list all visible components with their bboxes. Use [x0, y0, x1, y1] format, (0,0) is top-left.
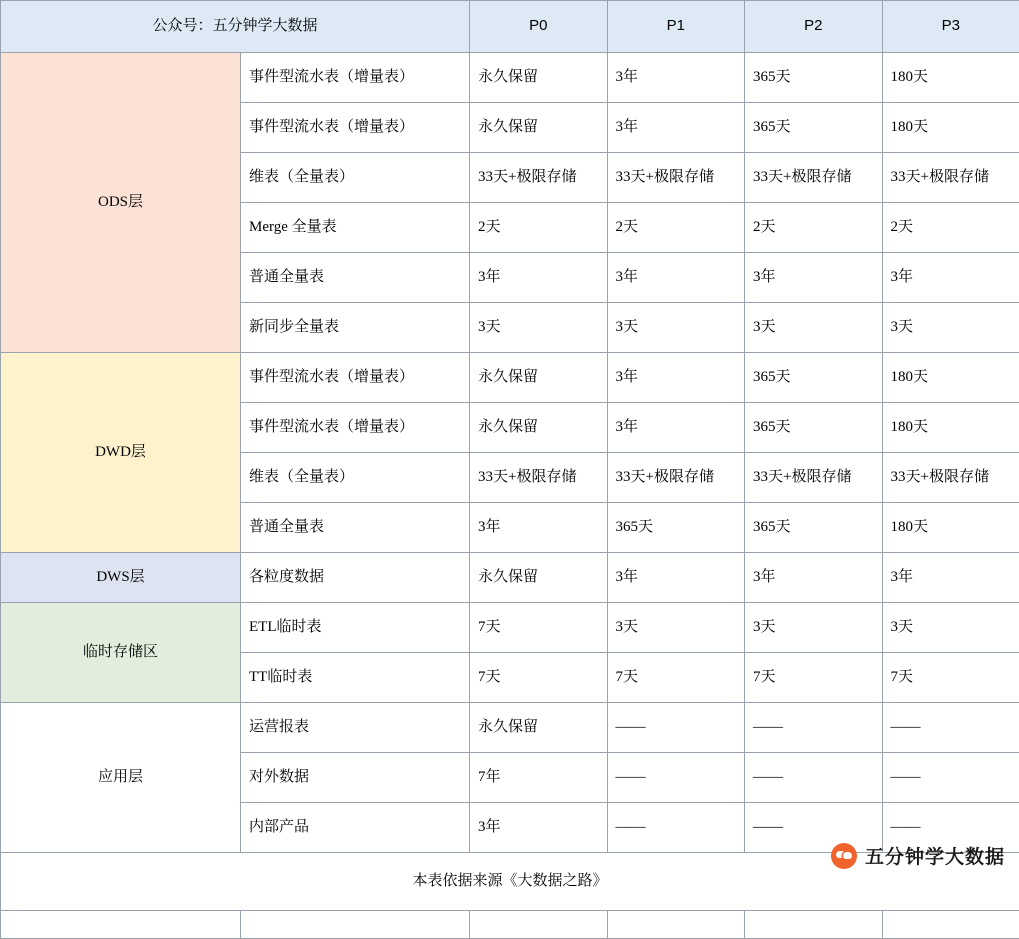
retention-value-cell: 永久保留: [470, 53, 608, 103]
retention-value-cell: 3天: [607, 603, 745, 653]
table-type-cell: 各粒度数据: [241, 553, 470, 603]
retention-value-cell: 永久保留: [470, 703, 608, 753]
empty-cell: [470, 911, 608, 939]
table-type-cell: ETL临时表: [241, 603, 470, 653]
retention-value-cell: 3天: [607, 303, 745, 353]
retention-value-cell: 3年: [745, 553, 883, 603]
retention-value-cell: 3年: [470, 803, 608, 853]
page-title: 公众号：五分钟学大数据: [1, 1, 470, 53]
retention-value-cell: 2天: [470, 203, 608, 253]
column-header-p1: P1: [607, 1, 745, 53]
table-type-cell: 维表（全量表）: [241, 153, 470, 203]
retention-value-cell: 3年: [607, 403, 745, 453]
wechat-icon: [831, 843, 857, 869]
empty-cell: [241, 911, 470, 939]
table-type-cell: 新同步全量表: [241, 303, 470, 353]
retention-value-cell: 365天: [745, 53, 883, 103]
retention-value-cell: 180天: [882, 103, 1019, 153]
table-type-cell: 普通全量表: [241, 253, 470, 303]
table-header-row: [1, 1, 1019, 53]
retention-value-cell: 3天: [745, 603, 883, 653]
retention-value-cell: 3天: [470, 303, 608, 353]
empty-cell: [607, 911, 745, 939]
retention-value-cell: ——: [607, 703, 745, 753]
retention-value-cell: 7天: [745, 653, 883, 703]
retention-value-cell: 3年: [745, 253, 883, 303]
column-header-p3: P3: [882, 1, 1019, 53]
layer-group-cell: 临时存储区: [1, 603, 241, 703]
retention-value-cell: 永久保留: [470, 553, 608, 603]
table-type-cell: 运营报表: [241, 703, 470, 753]
watermark-logo: [831, 842, 1005, 869]
retention-value-cell: ——: [745, 803, 883, 853]
retention-value-cell: 永久保留: [470, 353, 608, 403]
empty-cell: [745, 911, 883, 939]
retention-value-cell: ——: [882, 803, 1019, 853]
retention-value-cell: 365天: [607, 503, 745, 553]
retention-value-cell: 2天: [607, 203, 745, 253]
retention-value-cell: ——: [745, 703, 883, 753]
retention-value-cell: 3天: [745, 303, 883, 353]
retention-value-cell: 2天: [882, 203, 1019, 253]
table-type-cell: 内部产品: [241, 803, 470, 853]
table-type-cell: TT临时表: [241, 653, 470, 703]
retention-value-cell: 33天+极限存储: [745, 153, 883, 203]
retention-value-cell: 3年: [607, 353, 745, 403]
layer-group-cell: DWS层: [1, 553, 241, 603]
retention-value-cell: ——: [745, 753, 883, 803]
retention-value-cell: 3年: [607, 53, 745, 103]
retention-value-cell: ——: [882, 753, 1019, 803]
retention-value-cell: 365天: [745, 503, 883, 553]
retention-value-cell: ——: [607, 803, 745, 853]
retention-value-cell: 33天+极限存储: [470, 453, 608, 503]
retention-value-cell: 永久保留: [470, 403, 608, 453]
column-header-p0: P0: [470, 1, 608, 53]
retention-value-cell: 365天: [745, 353, 883, 403]
retention-value-cell: 2天: [745, 203, 883, 253]
retention-value-cell: 365天: [745, 103, 883, 153]
retention-value-cell: 33天+极限存储: [882, 153, 1019, 203]
retention-value-cell: 永久保留: [470, 103, 608, 153]
empty-cell: [1, 911, 241, 939]
retention-value-cell: 180天: [882, 353, 1019, 403]
source-footnote: 本表依据来源《大数据之路》: [1, 853, 1019, 911]
retention-value-cell: ——: [882, 703, 1019, 753]
retention-value-cell: 365天: [745, 403, 883, 453]
layer-group-cell: 应用层: [1, 703, 241, 853]
retention-value-cell: 3天: [882, 303, 1019, 353]
retention-value-cell: 180天: [882, 503, 1019, 553]
retention-value-cell: 3年: [607, 103, 745, 153]
retention-value-cell: 3年: [607, 253, 745, 303]
table-type-cell: 对外数据: [241, 753, 470, 803]
column-header-p2: P2: [745, 1, 883, 53]
retention-value-cell: 180天: [882, 53, 1019, 103]
table-row: [1, 53, 1019, 103]
retention-value-cell: 33天+极限存储: [607, 453, 745, 503]
retention-value-cell: 33天+极限存储: [882, 453, 1019, 503]
retention-value-cell: 3年: [470, 253, 608, 303]
table-type-cell: 事件型流水表（增量表）: [241, 353, 470, 403]
retention-value-cell: 180天: [882, 403, 1019, 453]
retention-value-cell: 3年: [470, 503, 608, 553]
retention-value-cell: 7天: [882, 653, 1019, 703]
retention-value-cell: 7年: [470, 753, 608, 803]
table-type-cell: 事件型流水表（增量表）: [241, 103, 470, 153]
retention-value-cell: 33天+极限存储: [470, 153, 608, 203]
retention-value-cell: 3天: [882, 603, 1019, 653]
table-type-cell: 维表（全量表）: [241, 453, 470, 503]
retention-value-cell: 3年: [882, 253, 1019, 303]
table-row: [1, 703, 1019, 753]
table-type-cell: Merge 全量表: [241, 203, 470, 253]
retention-value-cell: 33天+极限存储: [745, 453, 883, 503]
table-row: [1, 353, 1019, 403]
table-type-cell: 事件型流水表（增量表）: [241, 53, 470, 103]
layer-group-cell: ODS层: [1, 53, 241, 353]
retention-value-cell: ——: [607, 753, 745, 803]
watermark-label: 五分钟学大数据: [865, 842, 1005, 869]
retention-value-cell: 3年: [882, 553, 1019, 603]
table-row: [1, 553, 1019, 603]
retention-value-cell: 33天+极限存储: [607, 153, 745, 203]
empty-row: [1, 911, 1019, 939]
table-type-cell: 事件型流水表（增量表）: [241, 403, 470, 453]
empty-cell: [882, 911, 1019, 939]
table-type-cell: 普通全量表: [241, 503, 470, 553]
layer-group-cell: DWD层: [1, 353, 241, 553]
retention-value-cell: 7天: [470, 603, 608, 653]
retention-value-cell: 7天: [470, 653, 608, 703]
retention-value-cell: 7天: [607, 653, 745, 703]
table-row: [1, 603, 1019, 653]
retention-value-cell: 3年: [607, 553, 745, 603]
